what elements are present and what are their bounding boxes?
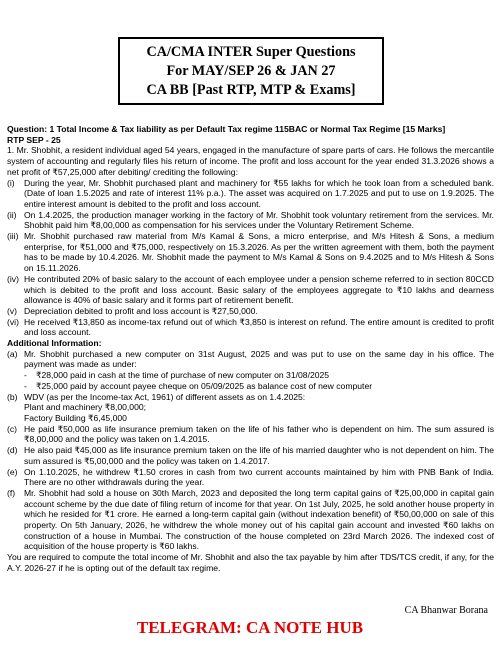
title-line-1: CA/CMA INTER Super Questions <box>146 43 356 60</box>
question-source: RTP SEP - 25 <box>7 134 61 145</box>
item-label: (i) <box>7 177 15 188</box>
item-text: On 1.4.2025, the production manager working in the factory of Mr. Shobhit took voluntary retirement from the services. Mr. Shobhit paid him ₹8,00,000 as compensation for his services under the Voluntary Retirement Scheme. <box>24 209 494 231</box>
item-text: He also paid ₹45,000 as life insurance premium taken on the life of his married daughter who is not dependent on him. The sum assured is ₹5,00,000 and the policy was taken on 1.4.2017. <box>24 445 494 466</box>
item-text: WDV (as per the Income-tax Act, 1961) of different assets as on 1.4.2025: <box>24 391 306 402</box>
item-text: He paid ₹50,000 as life insurance premium taken on the life of his father who is dependent on him. The sum assured is ₹8,00,000 and the policy was taken on 1.4.2015. <box>24 423 494 445</box>
items-list <box>7 178 494 339</box>
item-label: (b) <box>7 391 18 402</box>
list-item <box>7 467 494 488</box>
list-item <box>7 488 494 552</box>
sub-item <box>7 381 494 392</box>
item-label: (e) <box>7 466 18 477</box>
item-label: (iii) <box>7 231 19 242</box>
item-text: Mr. Shobhit purchased a new computer on 31st August, 2025 and was put to use on the same day in his office. The payment was made as under: <box>24 348 494 370</box>
item-label: (iv) <box>7 273 19 284</box>
title-line-2: For MAY/SEP 26 & JAN 27 <box>166 62 336 79</box>
list-item <box>7 349 494 370</box>
item-text: He received ₹13,850 as income-tax refund out of which ₹3,850 is interest on refund. The entire amount is credited to profit and loss account. <box>24 316 494 338</box>
wdv-line: Factory Building ₹6,45,000 <box>24 412 127 423</box>
wdv-line: Plant and machinery ₹8,00,000; <box>24 402 147 413</box>
list-item <box>7 178 494 210</box>
question-heading: Question: 1 Total Income & Tax liability as per Default Tax regime 115BAC or Normal Tax Regime [15 Marks] <box>7 124 446 134</box>
title-line-3: CA BB [Past RTP, MTP & Exams] <box>146 81 356 98</box>
question-content <box>7 124 494 574</box>
item-label: (vi) <box>7 316 19 327</box>
item-text: Mr. Shobhit purchased raw material from M/s Kamal & Sons, a micro enterprise, and M/s Hitesh & Sons, a medium enterprise, for ₹51,000 and ₹75,000, respectively on 15.3.2026. As per the written agreement with them, both the payment has to be made by 10.4.2026. Mr. Shobhit made the payment to M/s Kamal & Sons on 9.4.2025 and to M/s Hitesh & Sons on 15.11.2026. <box>24 231 494 274</box>
author-signature: CA Bhanwar Borana <box>404 605 488 616</box>
list-item <box>7 306 494 317</box>
item-text: During the year, Mr. Shobhit purchased plant and machinery for ₹55 lakhs for which he took loan from a scheduled bank. (Date of loan 1.5.2025 and rate of interest 11% p.a.). The asset was acquired on 1.7.2025 and put to use on 1.9.2025. The entire interest amount is debited to the profit and loss account. <box>24 177 494 209</box>
list-item <box>7 317 494 338</box>
sub-item-text: ₹25,000 paid by account payee cheque on 05/09/2025 as balance cost of new computer <box>36 380 373 391</box>
telegram-banner: TELEGRAM: CA NOTE HUB <box>136 618 364 637</box>
item-label: (f) <box>7 487 16 498</box>
list-item <box>7 424 494 445</box>
sub-item-text: ₹28,000 paid in cash at the time of purchase of new computer on 31/08/2025 <box>36 370 330 381</box>
item-label: (v) <box>7 305 18 316</box>
title-box-inner <box>119 38 383 104</box>
question-intro: 1. Mr. Shobhit, a resident individual aged 54 years, engaged in the manufacture of spare parts of cars. He follows the mercantile system of accounting and regularly files his return of income. The profit and loss account for the year ended 31.3.2026 shows a net profit of ₹57,25,000 after debiting/ crediting the following: <box>7 145 494 177</box>
item-text: He contributed 20% of basic salary to the account of each employee under a pension scheme referred to in section 80CCD which is debited to the profit and loss account. Basic salary of the employees aggregate to ₹10 lakhs and dearness allowance is 40% of basic salary and it forms part of retirement benefit. <box>24 273 494 306</box>
list-item <box>7 210 494 231</box>
dash-bullet: - <box>24 370 27 381</box>
additional-list <box>7 349 494 552</box>
item-label: (ii) <box>7 209 17 220</box>
item-text: On 1.10.2025, he withdrew ₹1.50 crores in cash from two current accounts maintained by him with PNB Bank of India. There are no other withdrawals during the year. <box>24 466 494 488</box>
title-box <box>118 37 384 105</box>
dash-bullet: - <box>24 380 27 391</box>
closing-instruction: You are required to compute the total income of Mr. Shobhit and also the tax payable by him after TDS/TCS credit, if any, for the A.Y. 2026-27 if he is opting out of the default tax regime. <box>7 552 494 573</box>
sub-item <box>7 370 494 381</box>
list-item <box>7 231 494 274</box>
item-text: Depreciation debited to profit and loss account is ₹27,50,000. <box>24 305 258 316</box>
list-item <box>7 445 494 466</box>
list-item <box>7 392 494 403</box>
list-item <box>7 274 494 306</box>
item-text: Mr. Shobhit had sold a house on 30th March, 2023 and deposited the long term capital gains of ₹25,00,000 in capital gain account scheme by the due date of filing return of income for that year. On 1st July, 2025, he sold another house property in which he resided for ₹1 crore. He earned a long-term capital gain (without indexation benefit) of ₹50,00,000 on sale of this property. On 5th January, 2026, he withdrew the whole money out of his capital gain account and invested ₹60 lakhs on construction of a house in Mumbai. The construction of the house completed on 23rd March 2026. The indexed cost of acquisition of the house property is ₹60 lakhs. <box>24 487 494 552</box>
additional-heading: Additional Information: <box>7 338 102 349</box>
item-label: (d) <box>7 445 18 456</box>
item-label: (a) <box>7 348 18 359</box>
item-label: (c) <box>7 423 18 434</box>
